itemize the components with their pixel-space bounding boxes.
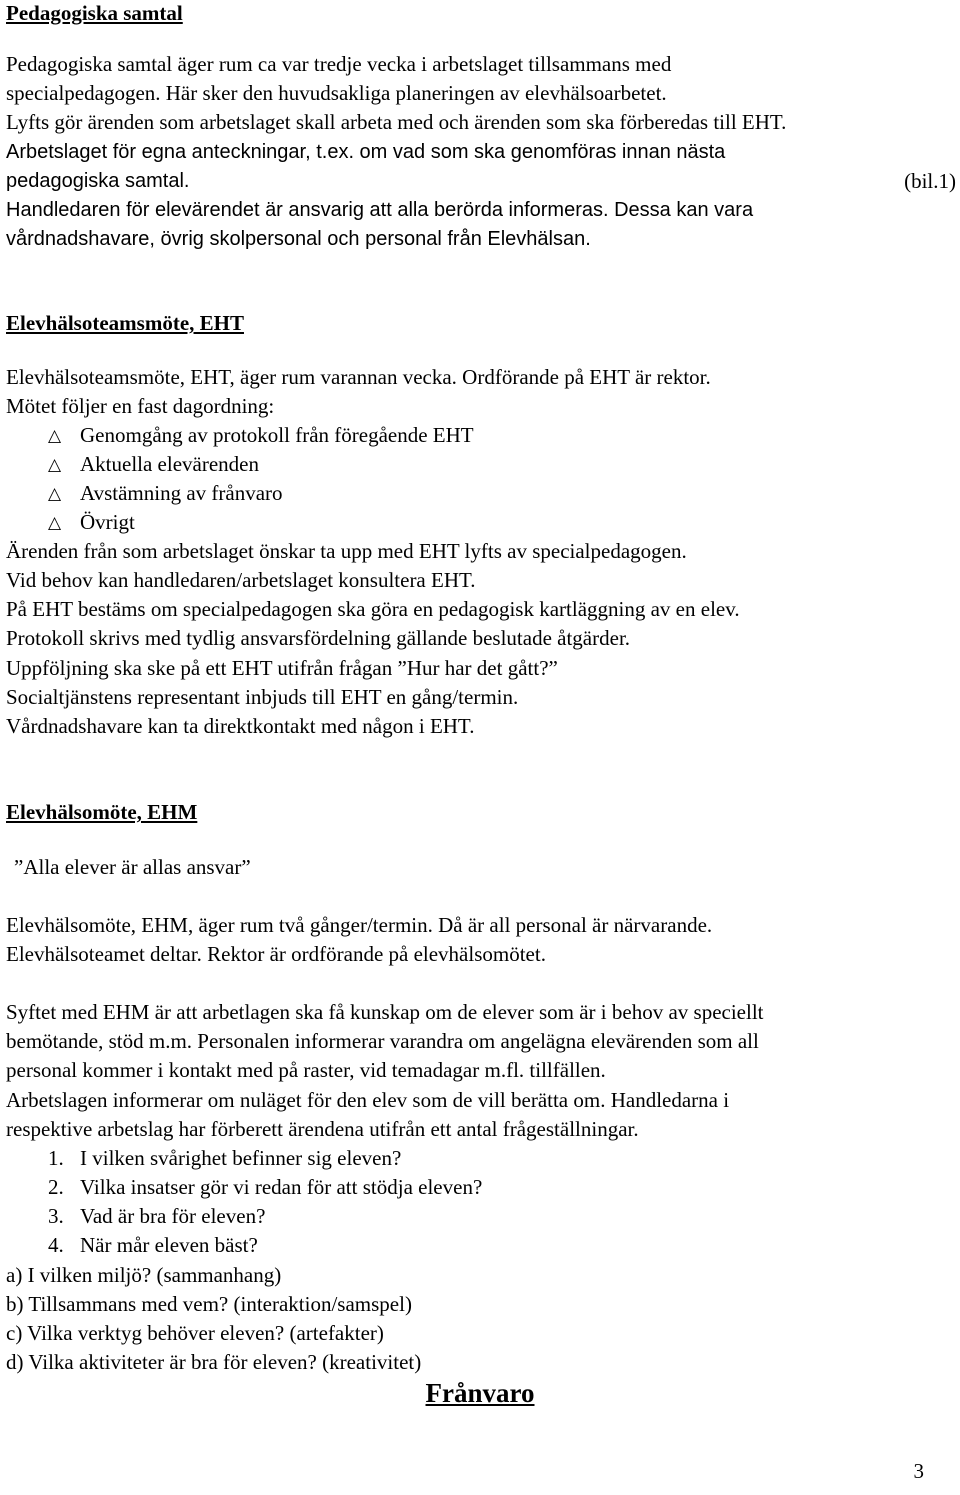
paragraph-line: Socialtjänstens representant inbjuds till EHT en gång/termin.: [6, 685, 519, 709]
question-number: 4.: [48, 1233, 64, 1257]
paragraph-line: Arbetslaget för egna anteckningar, t.ex. om vad som ska genomföras innan nästa: [6, 141, 726, 163]
paragraph-line: På EHT bestäms om specialpedagogen ska göra en pedagogisk kartläggning av en elev.: [6, 597, 740, 621]
paragraph-line: Syftet med EHM är att arbetlagen ska få kunskap om de elever som är i behov av speciellt: [6, 1000, 764, 1024]
question-text: I vilken svårighet befinner sig eleven?: [80, 1146, 402, 1170]
sub-question: a) I vilken miljö? (sammanhang): [6, 1263, 282, 1287]
paragraph-line: respektive arbetslag har förberett ärendena utifrån ett antal frågeställningar.: [6, 1117, 639, 1141]
paragraph-line: Uppföljning ska ske på ett EHT utifrån frågan ”Hur har det gått?”: [6, 656, 558, 680]
paragraph-line: Elevhälsomöte, EHM, äger rum två gånger/termin. Då är all personal är närvarande.: [6, 913, 713, 937]
paragraph-line: Elevhälsoteamet deltar. Rektor är ordförande på elevhälsomötet.: [6, 942, 546, 966]
heading-ehm: Elevhälsomöte, EHM: [6, 800, 198, 824]
paragraph-line: vårdnadshavare, övrig skolpersonal och personal från Elevhälsan.: [6, 228, 591, 250]
attachment-reference: (bil.1): [904, 169, 956, 193]
paragraph-line: Mötet följer en fast dagordning:: [6, 394, 275, 418]
motto: ”Alla elever är allas ansvar”: [14, 855, 251, 879]
heading-franvaro: Frånvaro: [425, 1378, 535, 1408]
paragraph-line: Vid behov kan handledaren/arbetslaget konsultera EHT.: [6, 568, 476, 592]
paragraph-line: pedagogiska samtal.: [6, 170, 190, 192]
paragraph-line: bemötande, stöd m.m. Personalen informerar varandra om angelägna elevärenden som all: [6, 1029, 759, 1053]
paragraph-line: personal kommer i kontakt med på raster, vid temadagar m.fl. tillfällen.: [6, 1058, 606, 1082]
agenda-item: [48, 480, 283, 507]
sub-question: b) Tillsammans med vem? (interaktion/samspel): [6, 1292, 412, 1316]
agenda-item-label: Avstämning av frånvaro: [80, 481, 283, 505]
paragraph-line: Lyfts gör ärenden som arbetslaget skall arbeta med och ärenden som ska förberedas till EHT.: [6, 110, 787, 134]
triangle-outline-icon: △: [48, 455, 62, 474]
question-item: [48, 1203, 265, 1229]
heading-pedagogiska-samtal: Pedagogiska samtal: [6, 1, 183, 25]
paragraph-line: Pedagogiska samtal äger rum ca var tredje vecka i arbetslaget tillsammans med: [6, 52, 672, 76]
page-number: 3: [913, 1459, 924, 1483]
sub-question: c) Vilka verktyg behöver eleven? (artefakter): [6, 1321, 384, 1345]
paragraph-line: Handledaren för elevärendet är ansvarig att alla berörda informeras. Dessa kan vara: [6, 199, 754, 221]
agenda-item-label: Aktuella elevärenden: [80, 452, 259, 476]
heading-eht: Elevhälsoteamsmöte, EHT: [6, 311, 244, 335]
paragraph-line: Protokoll skrivs med tydlig ansvarsfördelning gällande beslutade åtgärder.: [6, 626, 631, 650]
question-number: 2.: [48, 1175, 64, 1199]
paragraph-line: Ärenden från som arbetslaget önskar ta upp med EHT lyfts av specialpedagogen.: [6, 539, 687, 563]
question-text: Vad är bra för eleven?: [80, 1204, 266, 1228]
triangle-outline-icon: △: [48, 484, 62, 503]
agenda-item-label: Genomgång av protokoll från föregående EHT: [80, 423, 474, 447]
question-item: [48, 1174, 482, 1200]
agenda-item: [48, 451, 259, 478]
question-item: [48, 1145, 401, 1171]
paragraph-line: Vårdnadshavare kan ta direktkontakt med någon i EHT.: [6, 714, 475, 738]
question-text: Vilka insatser gör vi redan för att stödja eleven?: [80, 1175, 483, 1199]
question-item: [48, 1232, 258, 1258]
question-number: 3.: [48, 1204, 64, 1228]
question-text: När mår eleven bäst?: [80, 1233, 258, 1257]
paragraph-line: Arbetslagen informerar om nuläget för den elev som de vill berätta om. Handledarna i: [6, 1088, 730, 1112]
paragraph-line: specialpedagogen. Här sker den huvudsakliga planeringen av elevhälsoarbetet.: [6, 81, 667, 105]
paragraph-line: Elevhälsoteamsmöte, EHT, äger rum varannan vecka. Ordförande på EHT är rektor.: [6, 365, 711, 389]
triangle-outline-icon: △: [48, 426, 62, 445]
agenda-item: [48, 509, 135, 536]
agenda-item-label: Övrigt: [80, 510, 135, 534]
sub-question: d) Vilka aktiviteter är bra för eleven? (kreativitet): [6, 1350, 422, 1374]
agenda-item: [48, 422, 474, 449]
question-number: 1.: [48, 1146, 64, 1170]
triangle-outline-icon: △: [48, 513, 62, 532]
